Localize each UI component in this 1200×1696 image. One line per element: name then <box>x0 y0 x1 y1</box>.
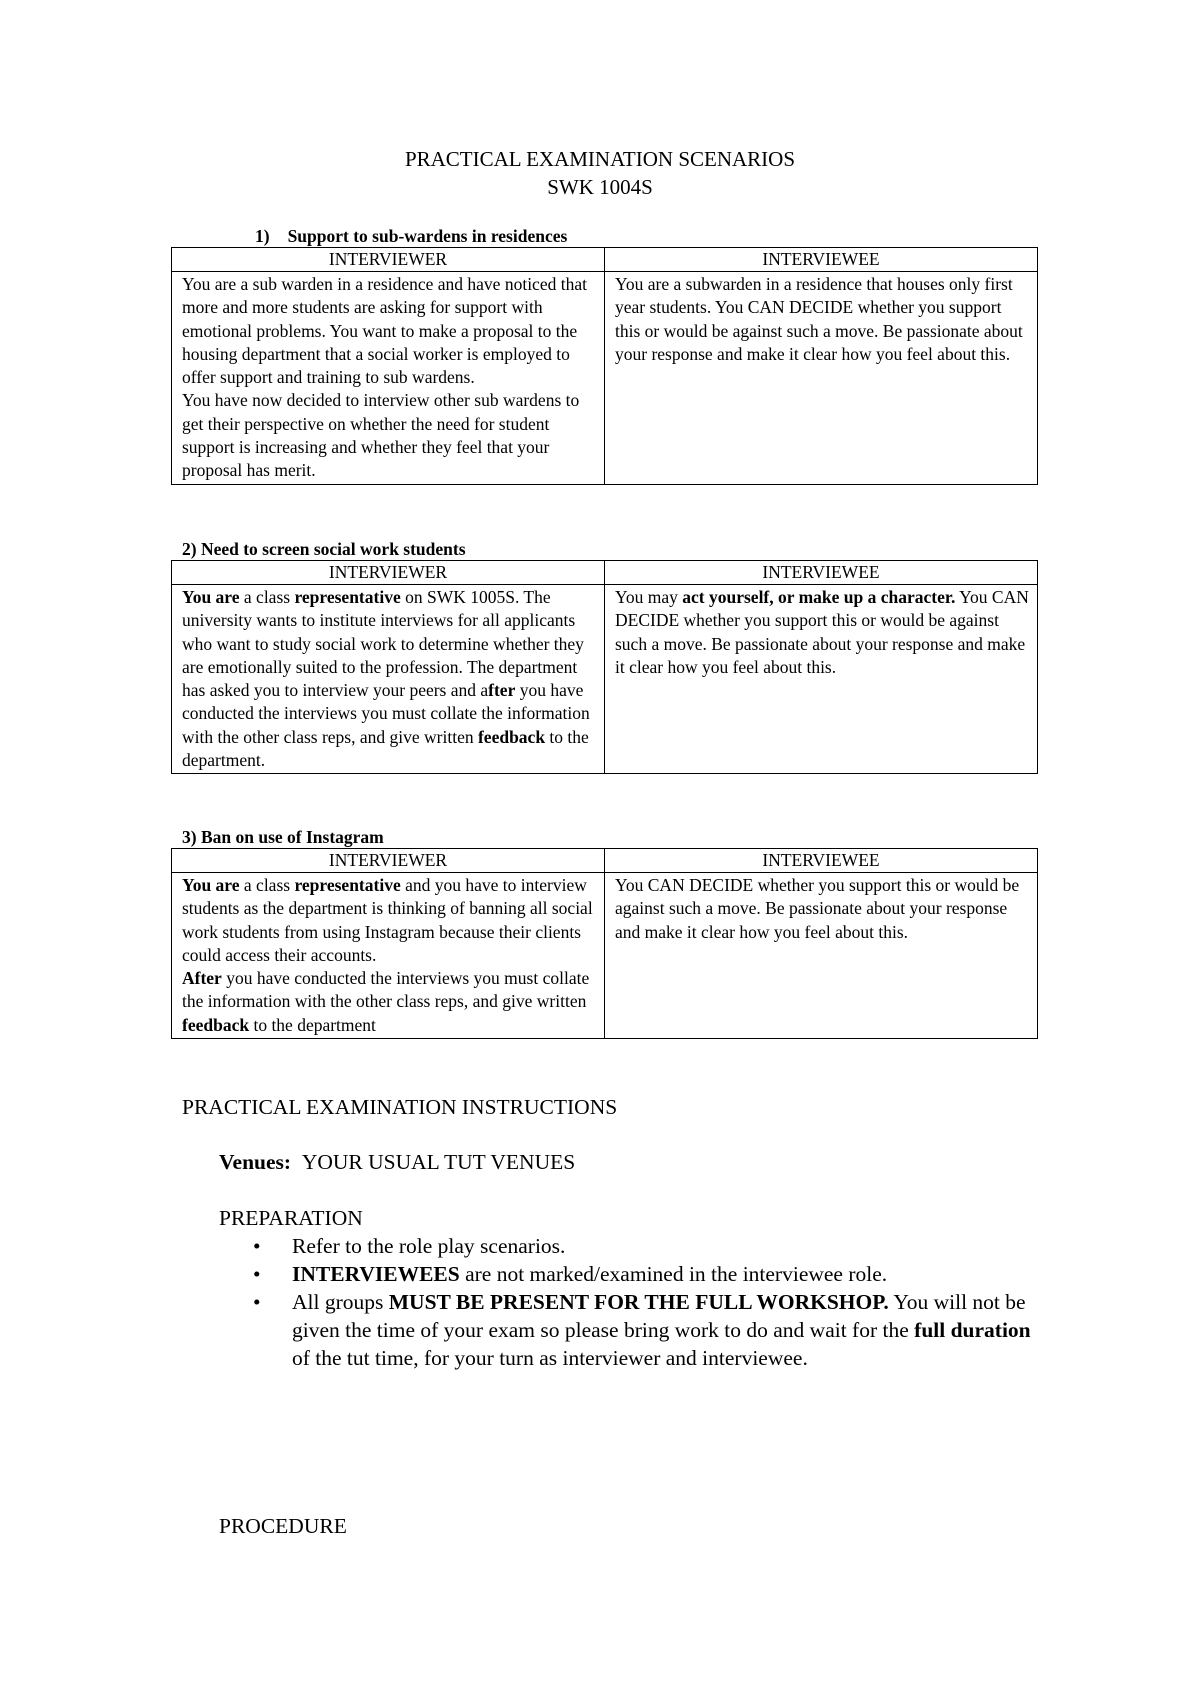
scenario-2-heading: 2) Need to screen social work students <box>182 539 466 559</box>
interviewee-column-header: INTERVIEWEE <box>605 248 1038 272</box>
scenario-2-interviewee-cell <box>605 585 1038 774</box>
procedure-heading: PROCEDURE <box>219 1514 347 1538</box>
list-item: • INTERVIEWEES are not marked/examined in the interviewee role. <box>253 1262 888 1286</box>
instructions-title: PRACTICAL EXAMINATION INSTRUCTIONS <box>182 1095 618 1119</box>
venues-label: Venues: <box>219 1150 292 1174</box>
bullet-icon: • <box>253 1290 261 1314</box>
scenario-3-interviewee-cell <box>605 873 1038 1039</box>
scenario-3-interviewer-paragraph-1: You are a class representative and you have to interview students as the department is thinking of banning all social work students from using Instagram because their clients could access their accounts. <box>182 875 593 965</box>
scenario-3-interviewer-cell <box>172 873 605 1039</box>
scenario-2-interviewee-text: You may act yourself, or make up a character. You CAN DECIDE whether you support this or would be against such a move. Be passionate about your response and make it clear how you feel about this. <box>615 587 1029 677</box>
scenario-1-table <box>171 247 1038 485</box>
scenario-3-heading: 3) Ban on use of Instagram <box>182 827 384 847</box>
interviewer-column-header: INTERVIEWER <box>172 849 605 873</box>
scenario-2-interviewer-cell <box>172 585 605 774</box>
title-line-2: SWK 1004S <box>547 175 653 199</box>
venues-value: YOUR USUAL TUT VENUES <box>301 1150 576 1174</box>
scenario-1-interviewer-cell <box>172 272 605 485</box>
scenario-3-interviewer-paragraph-2: After you have conducted the interviews you must collate the information with the other class reps, and give written feedback to the department <box>182 968 590 1035</box>
scenario-3-table <box>171 848 1038 1039</box>
interviewer-column-header: INTERVIEWER <box>172 248 605 272</box>
interviewer-column-header: INTERVIEWER <box>172 561 605 585</box>
scenario-1-heading <box>255 225 567 247</box>
scenario-1-number: 1) <box>255 226 270 246</box>
interviewee-column-header: INTERVIEWEE <box>605 849 1038 873</box>
list-item: • Refer to the role play scenarios. <box>253 1234 566 1258</box>
document-title <box>0 145 1200 201</box>
list-item: • All groups MUST BE PRESENT FOR THE FULL WORKSHOP. You will not be given the time of your exam so please bring work to do and wait for the full duration of the tut time, for your turn as interviewer and interviewee. <box>253 1290 1031 1370</box>
venues-line <box>219 1148 575 1176</box>
scenario-1-interviewee-cell <box>605 272 1038 485</box>
bullet-icon: • <box>253 1234 261 1258</box>
scenario-3-interviewee-text: You CAN DECIDE whether you support this or would be against such a move. Be passionate about your response and make it clear how you feel about this. <box>615 875 1020 942</box>
scenario-1-interviewee-text: You are a subwarden in a residence that houses only first year students. You CAN DECIDE whether you support this or would be against such a move. Be passionate about your response and make it clear how you feel about this. <box>615 274 1023 364</box>
preparation-list <box>219 1232 1039 1372</box>
scenario-1-interviewer-paragraph-1: You are a sub warden in a residence and have noticed that more and more students are asking for support with emotional problems. You want to make a proposal to the housing department that a social worker is employed to offer support and training to sub wardens. <box>182 274 587 388</box>
interviewee-column-header: INTERVIEWEE <box>605 561 1038 585</box>
preparation-heading: PREPARATION <box>219 1206 363 1230</box>
scenario-2-interviewer-text: You are a class representative on SWK 1005S. The university wants to institute interviews for all applicants who want to study social work to determine whether they are emotionally suited to the profession. The department has asked you to interview your peers and after you have conducted the interviews you must collate the information with the other class reps, and give written feedback to the department. <box>182 587 590 771</box>
scenario-1-interviewer-paragraph-2: You have now decided to interview other sub wardens to get their perspective on whether the need for student support is increasing and whether they feel that your proposal has merit. <box>182 390 580 481</box>
scenario-1-title: Support to sub-wardens in residences <box>287 226 568 246</box>
scenario-2-table <box>171 560 1038 774</box>
bullet-icon: • <box>253 1262 261 1286</box>
title-line-1: PRACTICAL EXAMINATION SCENARIOS <box>404 147 796 171</box>
